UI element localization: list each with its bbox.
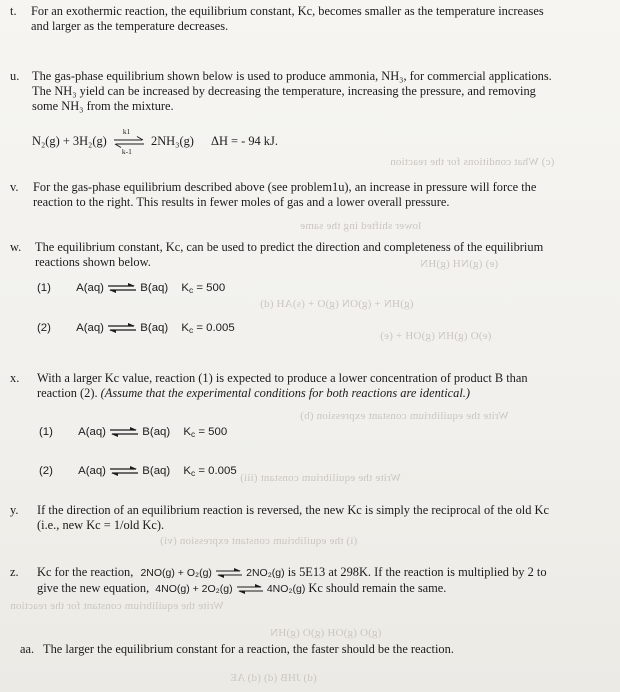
reactant: A(aq) (76, 322, 104, 335)
reactant: A(aq) (78, 465, 106, 478)
show-through-text: Write the equilibrium constant expression (b) (300, 410, 509, 422)
equation-reactants: N₂(g) + 3H₂(g) (32, 134, 107, 148)
statement-text: give the new equation, (37, 581, 150, 595)
ammonia-equation (32, 127, 278, 157)
equilibrium-arrow-icon (215, 567, 243, 579)
product: B(aq) (140, 322, 169, 335)
statement-text: is 5E13 at 298K. If the reaction is multiplied by 2 to (287, 565, 547, 579)
item-letter: x. (10, 371, 20, 385)
equilibrium-constant-value: = 500 (196, 282, 226, 295)
show-through-text: (e) (g)NH (g)HN (420, 258, 499, 270)
item-letter: y. (10, 503, 19, 517)
reaction-2-w: (2) A(aq) B(aq) $K_c = 0.005$ (37, 322, 235, 336)
item-letter: v. (10, 180, 19, 194)
equilibrium-constant-value: = 0.005 (198, 465, 237, 478)
show-through-text: (d) JHB (d) (d) AE (230, 672, 317, 684)
equilibrium-constant-value: = 0.005 (196, 322, 235, 335)
statement-text: Kc should remain the same. (308, 581, 447, 595)
reaction-2-x: (2) A(aq) B(aq) $K_c = 0.005$ (39, 465, 237, 479)
statement-text: and larger as the temperature decreases. (31, 19, 229, 33)
item-letter: aa. (20, 642, 35, 656)
statement-text: If the direction of an equilibrium reaction is reversed, the new Kc is simply the reciprocal of the old Kc (37, 503, 549, 517)
reverse-rate-label: k-1 (121, 147, 132, 157)
product: B(aq) (140, 282, 169, 295)
product: B(aq) (142, 426, 171, 439)
equation-products: 2NO₂(g) (246, 567, 285, 579)
equilibrium-constant-symbol: K (181, 282, 189, 295)
reactant: A(aq) (78, 426, 106, 439)
show-through-text: lower shifted ing the same (300, 220, 422, 232)
statement-text: With a larger Kc value, reaction (1) is expected to produce a lower concentration of product B than (37, 371, 528, 385)
enthalpy-change: ΔH = - 94 kJ. (211, 134, 278, 148)
show-through-text: (g)HN + (g)ON (g)O + (s)AH (d) (260, 298, 414, 310)
equilibrium-arrow-icon (236, 583, 264, 595)
reaction-1-w: (1) A(aq) B(aq) $K_c = 500$ (37, 282, 226, 296)
equilibrium-arrow-icon (112, 127, 146, 157)
reaction-number: (2) (39, 465, 53, 478)
equation-reactants: 4NO(g) + 2O₂(g) (155, 583, 233, 595)
show-through-text: (c) What conditions for the reaction (390, 156, 555, 168)
product: B(aq) (142, 465, 171, 478)
statement-text: Kc for the reaction, (37, 565, 134, 579)
reactant: A(aq) (76, 282, 104, 295)
reaction-number: (2) (37, 322, 51, 335)
item-letter: z. (10, 565, 19, 579)
statement-text: The equilibrium constant, Kc, can be used to predict the direction and completeness of the equilibrium (35, 240, 544, 254)
statement-text: reactions shown below. (35, 255, 151, 269)
statement-text: (i.e., new Kc = 1/old Kc). (37, 518, 165, 532)
equilibrium-constant-symbol: K (181, 322, 189, 335)
item-letter: u. (10, 69, 20, 83)
equilibrium-arrow-icon (109, 426, 139, 438)
item-letter: w. (10, 240, 22, 254)
equation-products: 4NO₂(g) (266, 583, 306, 595)
equilibrium-arrow-icon (107, 322, 137, 334)
statement-text: For the gas-phase equilibrium described above (see problem1u), an increase in pressure will force the (33, 180, 537, 194)
item-letter: t. (10, 4, 17, 18)
reaction-number: (1) (39, 426, 53, 439)
show-through-text: (i) the equilibrium constant expression (vi) (160, 535, 358, 547)
statement-text: The NH₃ yield can be increased by decreasing the temperature, increasing the pressure, and removing (32, 84, 536, 98)
statement-text: reaction to the right. This results in fewer moles of gas and a lower overall pressure. (33, 195, 450, 209)
forward-rate-label: k1 (122, 127, 131, 137)
equilibrium-constant-value: = 500 (198, 426, 228, 439)
show-through-text: Write the equilibrium constant for the reaction (10, 600, 224, 612)
reaction-1-x: (1) A(aq) B(aq) $K_c = 500$ (39, 426, 228, 440)
show-through-text: Write the equilibrium constant (iii) (240, 472, 401, 484)
equilibrium-constant-symbol: K (183, 426, 191, 439)
equilibrium-arrow-icon (109, 465, 139, 477)
equilibrium-constant-symbol: K (183, 465, 191, 478)
assumption-note: (Assume that the experimental conditions for both reactions are identical.) (100, 386, 471, 400)
show-through-text: (g)O (g)OH (g)O (g)HN (270, 627, 382, 639)
equation-reactants: 2NO(g) + O₂(g) (140, 567, 212, 579)
statement-text: The gas-phase equilibrium shown below is used to produce ammonia, NH₃, for commercial applications. (32, 69, 552, 83)
statement-text: For an exothermic reaction, the equilibrium constant, Kc, becomes smaller as the temperature increases (31, 4, 544, 18)
reaction-number: (1) (37, 282, 51, 295)
show-through-text: (e)O (g)HN (g)OH + (e) (380, 330, 492, 342)
statement-text: The larger the equilibrium constant for a reaction, the faster should be the reaction. (43, 642, 454, 656)
equation-products: 2NH₃(g) (151, 134, 194, 148)
statement-text: reaction (2). (37, 386, 101, 400)
equilibrium-arrow-icon (107, 282, 137, 294)
statement-text: some NH₃ from the mixture. (32, 99, 174, 113)
